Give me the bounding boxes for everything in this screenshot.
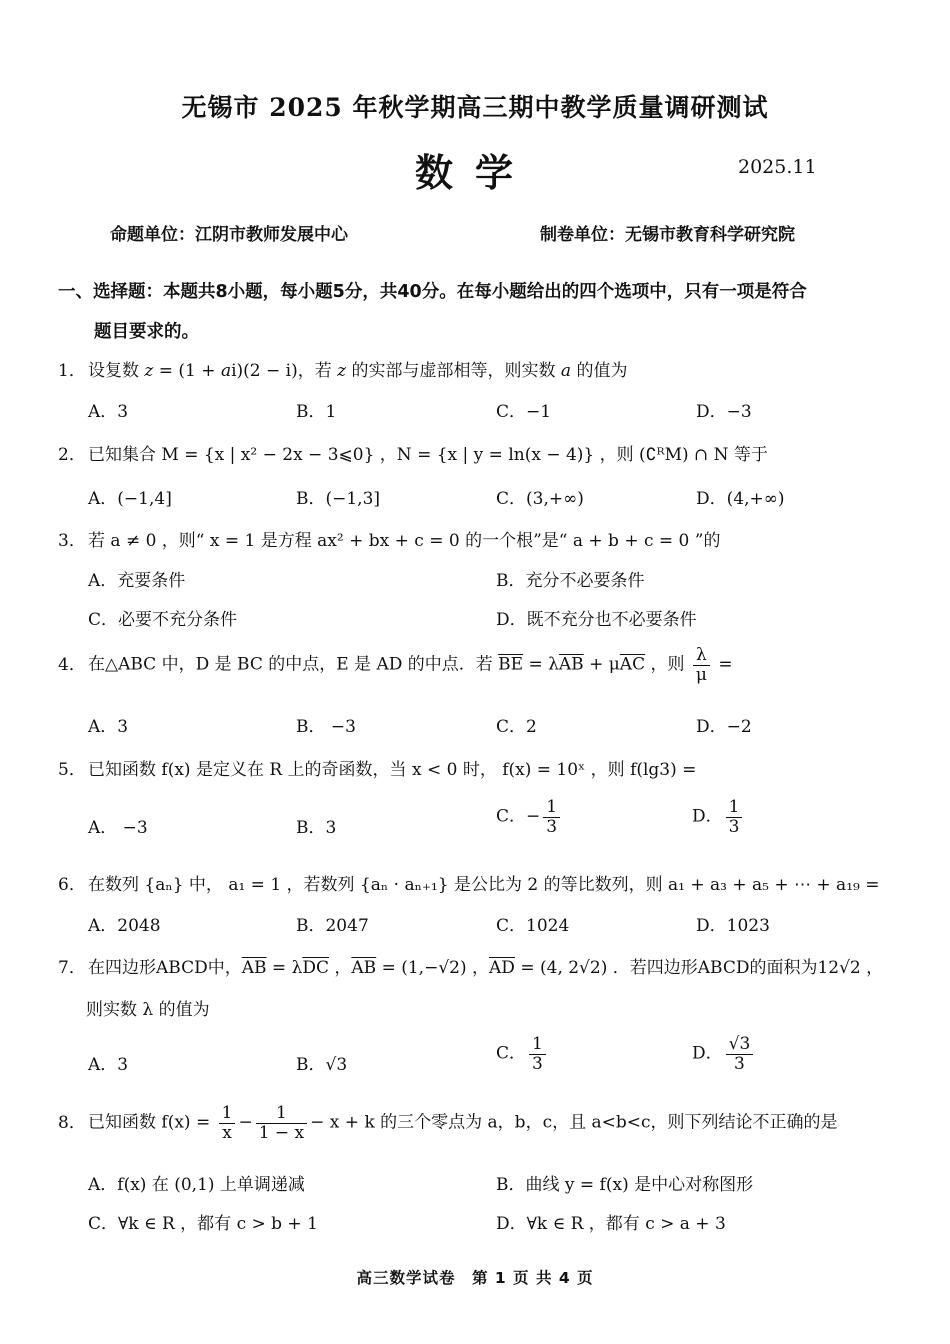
option-b: B．3: [296, 818, 337, 838]
vector-ab: $\overline{AB}$: [351, 958, 377, 978]
question-text: 在△ABC 中，D 是 BC 的中点，E 是 AD 的中点．若: [88, 654, 499, 675]
question-text: 的实部与虚部相等，则实数: [346, 361, 561, 381]
option-c: C．2: [496, 717, 537, 737]
option-c: [496, 1035, 549, 1073]
subject-title: 数学: [414, 150, 535, 195]
question-4: [58, 646, 908, 684]
option-d: D．−3: [696, 402, 752, 422]
question-text: = (4, 2√2) ．若四边形ABCD的面积为12√2 ，: [514, 958, 884, 978]
question-text: i)(2 − i)，若: [231, 361, 338, 381]
denominator: 3: [726, 1054, 754, 1074]
question-text: 设复数: [88, 361, 145, 381]
option-b: B．充分不必要条件: [496, 571, 645, 591]
numerator: 1: [276, 1103, 287, 1123]
vector-ab: $\overline{AB}$: [241, 958, 267, 978]
question-1: [58, 356, 908, 381]
option-b: B．2047: [296, 916, 369, 936]
section-heading: [58, 272, 898, 352]
vector-be: $\overline{BE}$: [498, 654, 524, 675]
option-label: C．: [496, 806, 527, 827]
question-7-line2: 则实数 λ 的值为: [86, 1000, 210, 1020]
option-c: [496, 798, 563, 836]
fraction-1-over-1-minus-x: [256, 1104, 307, 1142]
question-2: [58, 440, 908, 465]
question-6: [58, 870, 908, 895]
question-text: 已知函数 f(x) 是定义在 R 上的奇函数，当 x < 0 时， f(x) = 10ˣ ，则 f(lg3) =: [88, 760, 697, 780]
question-5: [58, 755, 908, 780]
minus-sign: −: [238, 1112, 253, 1133]
question-number: 7．: [58, 958, 86, 978]
math-var: z: [337, 361, 347, 381]
question-text: = (1,−√2) ，: [376, 958, 490, 978]
fraction: [726, 1035, 754, 1073]
question-text: 在数列 {aₙ} 中， a₁ = 1 ，若数列 {aₙ · aₙ₊₁} 是公比为 2 的等比数列，则 a₁ + a₃ + a₅ + ⋯ + a₁₉ =: [88, 875, 880, 895]
fraction: [529, 1035, 546, 1073]
option-d: D．−2: [696, 717, 752, 737]
option-a: A．充要条件: [88, 571, 186, 591]
vector-ac: $\overline{AC}$: [619, 654, 646, 675]
option-d: D．既不充分也不必要条件: [496, 610, 697, 630]
exam-date: 2025.11: [738, 156, 817, 178]
option-d: D．∀k ∈ R ，都有 c > a + 3: [496, 1214, 726, 1234]
page-footer: 高三数学试卷 第 1 页 共 4 页: [356, 1269, 594, 1287]
question-text: = λ: [523, 654, 559, 675]
question-text: = (1 +: [153, 361, 221, 381]
numerator: 1: [532, 1034, 543, 1054]
question-text: = λ: [266, 958, 303, 978]
option-a: A． −3: [88, 818, 148, 838]
question-text: 已知集合 M = {x | x² − 2x − 3⩽0} ，N = {x | y = ln(x − 4)} ，则 (∁ᴿM) ∩ N 等于: [88, 445, 768, 465]
option-d: [692, 1035, 756, 1073]
question-number: 6．: [58, 875, 86, 895]
section-heading-line1: 一、选择题：本题共8小题，每小题5分，共40分。在每小题给出的四个选项中，只有一项是符合: [58, 282, 807, 302]
question-text: 的值为: [571, 361, 628, 381]
question-text: ，则: [645, 654, 690, 675]
option-c: C．1024: [496, 916, 570, 936]
math-var: a: [560, 361, 572, 381]
fraction-1-over-x: [219, 1104, 236, 1142]
numerator: 1: [728, 797, 740, 817]
exam-title: 无锡市 2025 年秋学期高三期中教学质量调研测试: [181, 93, 769, 122]
option-b: B．(−1,3]: [296, 489, 381, 509]
option-b: B．1: [296, 402, 337, 422]
denominator: x: [219, 1123, 236, 1143]
question-7: [58, 953, 908, 978]
minus-sign: −: [526, 806, 541, 827]
option-a: A．f(x) 在 (0,1) 上单调递减: [88, 1175, 305, 1195]
vector-dc: $\overline{DC}$: [302, 958, 329, 978]
denominator: μ: [693, 665, 710, 685]
option-a: A．3: [88, 402, 129, 422]
option-c: C．必要不充分条件: [88, 610, 238, 630]
option-d: [692, 798, 745, 836]
vector-ad: $\overline{AD}$: [489, 958, 515, 978]
numerator: λ: [696, 645, 707, 665]
option-label: C．: [496, 1043, 527, 1064]
question-number: 1．: [58, 361, 86, 381]
question-text: =: [712, 654, 733, 675]
denominator: 3: [529, 1054, 546, 1074]
proposer-unit: 命题单位：江阴市教师发展中心: [110, 225, 348, 245]
option-c: C．(3,+∞): [496, 489, 584, 509]
fraction: [726, 798, 743, 836]
option-b: B．曲线 y = f(x) 是中心对称图形: [496, 1175, 754, 1195]
option-a: A．2048: [88, 916, 161, 936]
math-var: z: [144, 361, 154, 381]
question-number: 8．: [58, 1112, 86, 1133]
option-c: C．∀k ∈ R ，都有 c > b + 1: [88, 1214, 318, 1234]
numerator: 1: [221, 1103, 233, 1123]
question-text: 已知函数 f(x) =: [88, 1112, 216, 1133]
question-text: − x + k 的三个零点为 a，b，c，且 a<b<c，则下列结论不正确的是: [310, 1112, 838, 1133]
question-text: + μ: [583, 654, 620, 675]
producer-unit: 制卷单位：无锡市教育科学研究院: [540, 225, 795, 245]
denominator: 3: [543, 817, 560, 837]
denominator: 1 − x: [256, 1123, 307, 1143]
question-number: 3．: [58, 531, 86, 551]
numerator: √3: [728, 1034, 751, 1054]
option-label: D．: [692, 1043, 723, 1064]
option-d: D．(4,+∞): [696, 489, 785, 509]
option-a: A．(−1,4]: [88, 489, 172, 509]
option-a: A．3: [88, 1055, 129, 1075]
option-b: B． −3: [296, 717, 356, 737]
question-number: 2．: [58, 445, 86, 465]
question-3: [58, 526, 908, 551]
numerator: 1: [546, 797, 558, 817]
option-c: C．−1: [496, 402, 552, 422]
option-label: D．: [692, 806, 723, 827]
question-text: 在四边形ABCD中，: [88, 958, 242, 978]
option-d: D．1023: [696, 916, 770, 936]
question-text: 若 a ≠ 0 ，则“ x = 1 是方程 ax² + bx + c = 0 的一个根”是“ a + b + c = 0 ”的: [88, 531, 721, 551]
option-b: B．√3: [296, 1055, 348, 1075]
fraction: [543, 798, 560, 836]
vector-ab: $\overline{AB}$: [558, 654, 584, 675]
question-number: 5．: [58, 760, 86, 780]
question-number: 4．: [58, 654, 86, 675]
fraction-lambda-mu: [693, 646, 710, 684]
section-heading-line2: 题目要求的。: [94, 322, 199, 342]
denominator: 3: [726, 817, 743, 837]
math-var: a: [220, 361, 232, 381]
option-a: A．3: [88, 717, 129, 737]
question-text: ，: [328, 958, 352, 978]
question-8: [58, 1104, 908, 1142]
